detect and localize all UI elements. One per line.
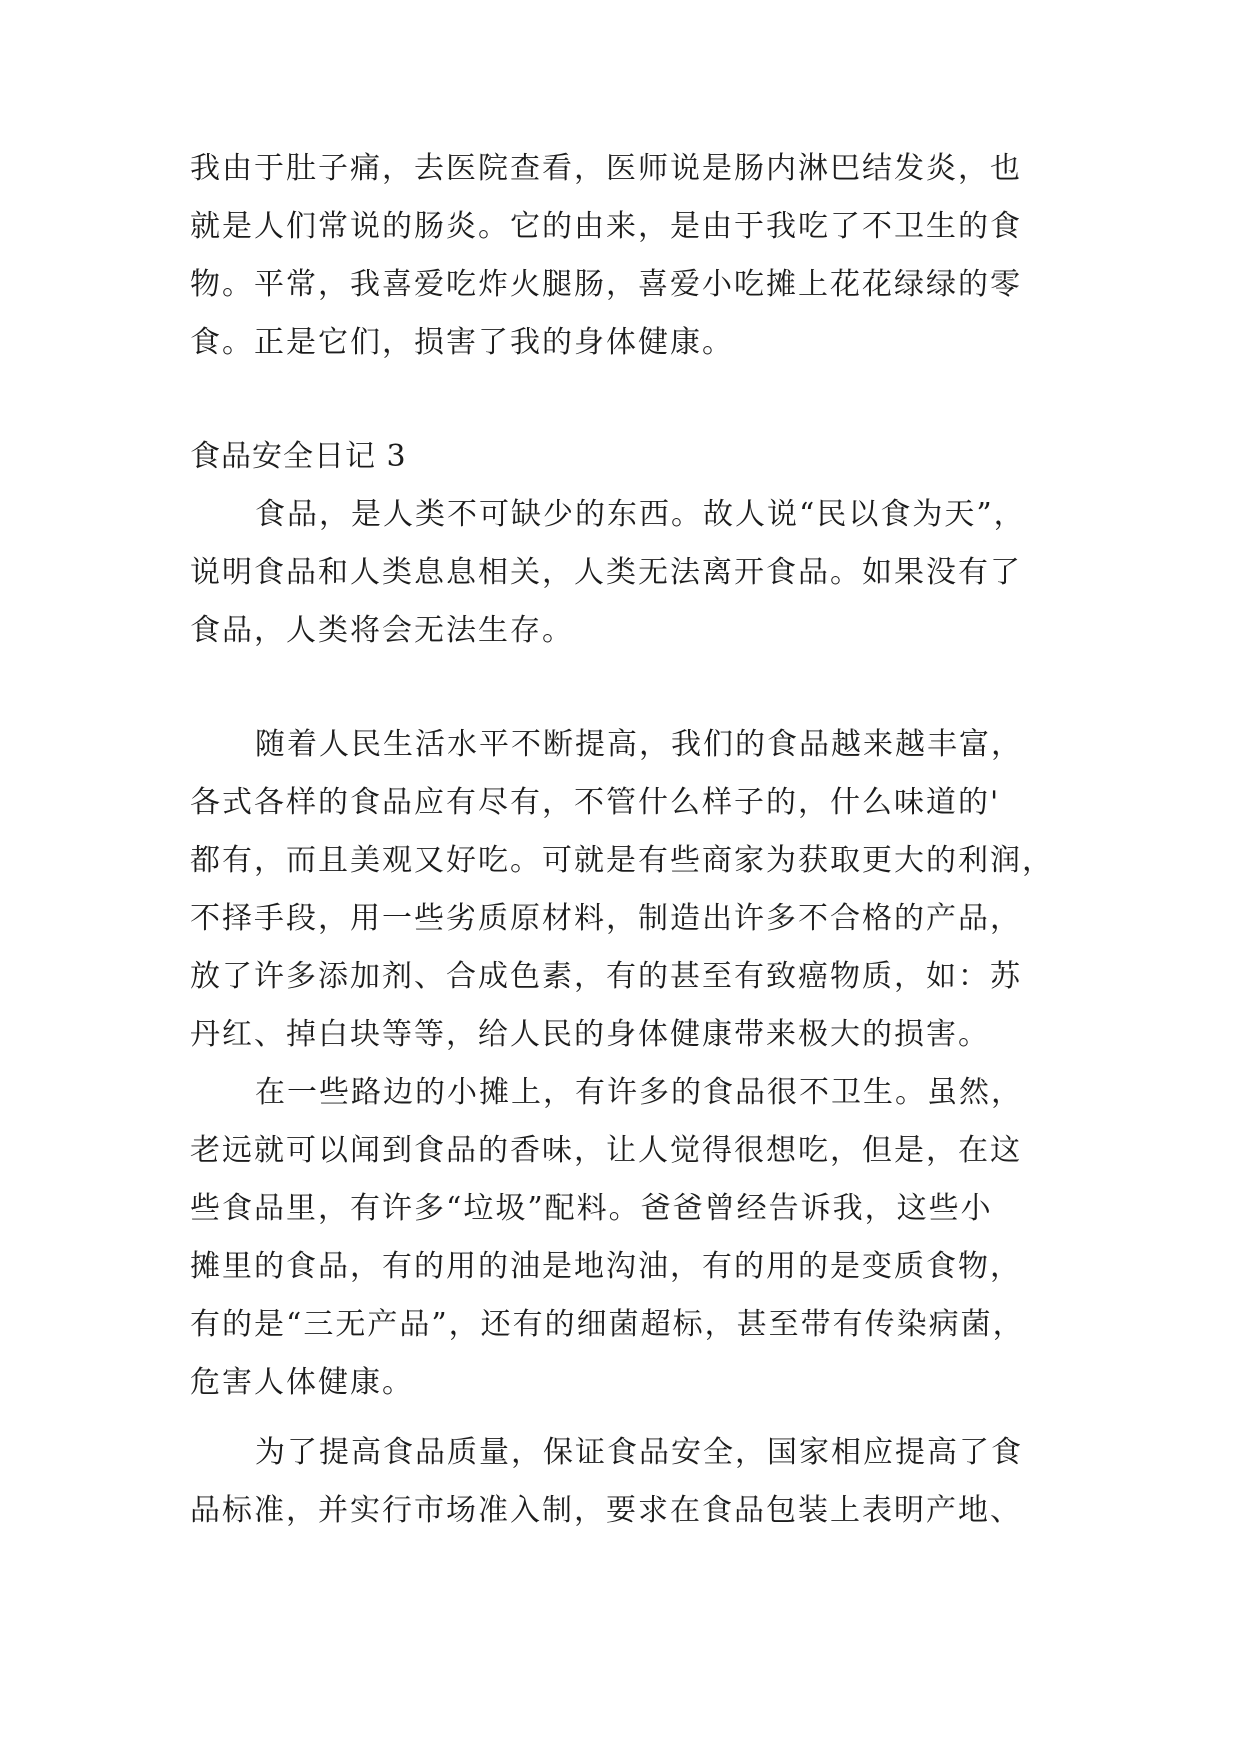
paragraph-line: 都有，而且美观又好吃。可就是有些商家为获取更大的利润， bbox=[190, 843, 1054, 878]
paragraph-line: 品标准，并实行市场准入制，要求在食品包装上表明产地、 bbox=[190, 1493, 1022, 1528]
paragraph-line: 老远就可以闻到食品的香味，让人觉得很想吃，但是，在这 bbox=[190, 1133, 1022, 1168]
paragraph-line: 说明食品和人类息息相关，人类无法离开食品。如果没有了 bbox=[190, 555, 1022, 590]
paragraph-line: 我由于肚子痛，去医院查看，医师说是肠内淋巴结发炎，也 bbox=[190, 151, 1022, 186]
paragraph-line: 丹红、掉白块等等，给人民的身体健康带来极大的损害。 bbox=[190, 1017, 990, 1052]
paragraph-line: 为了提高食品质量，保证食品安全，国家相应提高了食 bbox=[255, 1435, 1023, 1470]
paragraph-line: 食品，人类将会无法生存。 bbox=[190, 613, 574, 648]
paragraph-line: 食。正是它们，损害了我的身体健康。 bbox=[190, 325, 734, 360]
paragraph-line: 各式各样的食品应有尽有，不管什么样子的，什么味道的' bbox=[190, 785, 1001, 820]
paragraph-line: 物。平常，我喜爱吃炸火腿肠，喜爱小吃摊上花花绿绿的零 bbox=[190, 267, 1022, 302]
paragraph-line: 随着人民生活水平不断提高，我们的食品越来越丰富， bbox=[255, 727, 1023, 762]
paragraph-line: 摊里的食品，有的用的油是地沟油，有的用的是变质食物， bbox=[190, 1249, 1022, 1284]
paragraph-line: 不择手段，用一些劣质原材料，制造出许多不合格的产品， bbox=[190, 901, 1022, 936]
paragraph-line: 就是人们常说的肠炎。它的由来，是由于我吃了不卫生的食 bbox=[190, 209, 1022, 244]
paragraph-line: 放了许多添加剂、合成色素，有的甚至有致癌物质，如：苏 bbox=[190, 959, 1022, 994]
paragraph-line: 危害人体健康。 bbox=[190, 1365, 414, 1400]
paragraph-line: 些食品里，有许多“垃圾”配料。爸爸曾经告诉我，这些小 bbox=[190, 1191, 993, 1226]
paragraph-line: 食品，是人类不可缺少的东西。故人说“民以食为天”， bbox=[255, 497, 1026, 532]
paragraph-line: 有的是“三无产品”，还有的细菌超标，甚至带有传染病菌， bbox=[190, 1307, 1025, 1342]
section-heading: 食品安全日记 3 bbox=[190, 439, 407, 474]
paragraph-line: 在一些路边的小摊上，有许多的食品很不卫生。虽然， bbox=[255, 1075, 1023, 1110]
